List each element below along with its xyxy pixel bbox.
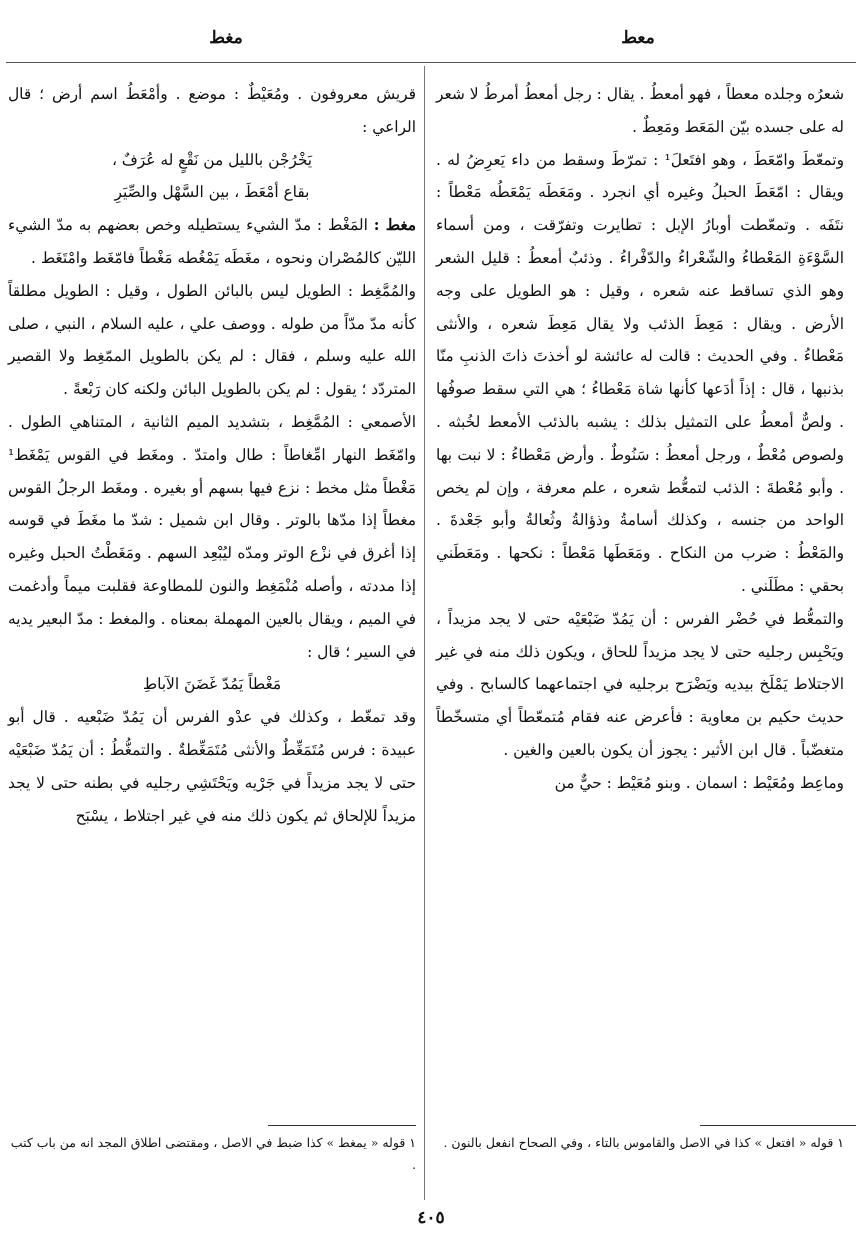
page-number: ٤٠٥ <box>417 1208 445 1228</box>
entry-text: المَغْط : مدّ الشيء يستطيله وخص بعضهم به مدّ الشيء الليّن كالمُصْران ونحوه ، مغَطَه يَمْغُطه مَغْطاً فامّغَط وامْتَغَط . <box>8 216 416 267</box>
running-head-left: مغط <box>209 28 243 48</box>
left-paragraph-3: الأصمعي : المُمَّغِط ، بتشديد الميم الثانية ، المتناهي الطول . وامّغَط النهار امِّغاطاً : طال وامتدّ . ومغَط في القوس يَمْغَط¹ مَغْطاً مثل مخط : نزع فيها بسهم أو بغيره . ومغَط الرجلُ القوس مغطاً إذا مدّها بالوتر . وقال ابن شميل : شدّ ما مغَطَ في قوسه إذا أغرق في نزْع الوتر ومدّه ليُبْعِد السهم . ومَغَطْتُ الحبل وغيره إذا مددته ، وأصله مُنْمَغِط والنون للمطاوعة فقلبت ميماً وأدغمت في الميم ، ويقال بالعين المهملة بمعناه . والمغط : مدّ البعير يديه في السير ؛ قال : <box>8 412 416 661</box>
left-column <box>8 78 416 832</box>
right-paragraph-1: شعرُه وجلده معطاً ، فهو أمعطُ . يقال : رجل أمعطُ أمرطُ لا شعر له على جسده بيّن المَعَط ومَعِطٌ . <box>436 85 844 136</box>
right-column <box>436 78 844 800</box>
header-rule <box>6 62 856 63</box>
footnote-rule-left <box>268 1125 416 1126</box>
entry-mghat <box>8 209 416 275</box>
verse-line-1b: بقاع أمْعَطَ ، بين السَّهْل والصِّيَرِ <box>114 183 310 202</box>
footnote-left: ١ قوله « يمغط » كذا ضبط في الاصل ، ومقتضى اطلاق المجد انه من باب كتب . <box>10 1135 416 1172</box>
left-paragraph-4: وقد تمغّط ، وكذلك في عدْو الفرس أن يَمُدّ ضَبْعيه . قال أبو عبيدة : فرس مُتَمَغِّطٌ والأنثى مُتَمَغِّطةٌ . والتمغُّطُ : أن يَمُدّ ضَبْعَيْه حتى لا يجد مزيداً في جَرْيه ويَحْتَشِي رجليه في بطنه حتى لا يجد مزيداً للإلحاق ثم يكون ذلك منه في غير اجتلاط ، يسْبَح <box>8 708 416 825</box>
footnote-right: ١ قوله « افتعل » كذا في الاصل والقاموس بالتاء ، وفي الصحاح انفعل بالنون . <box>443 1135 844 1150</box>
headword: مغط : <box>373 216 416 235</box>
running-head-right: معط <box>621 28 655 48</box>
right-paragraph-3: والتمعُّط في حُضْر الفرس : أن يَمُدّ ضَبْعَيْه حتى لا يجد مزيداً ، ويَحْبِس رجليه حتى لا يجد مزيداً للحاق ، ويكون ذلك منه في غير الاجتلاط يَمْلَخ بيديه ويَضْرَح برجليه في اجتماعهما كالسابح . وفي حديث حكيم بن معاوية : فأعرض عنه فقام مُتمعّطاً أي متسخّطاً متغضّباً . قال ابن الأثير : يجوز أن يكون بالعين والغين . <box>436 609 844 759</box>
left-intro: قريش معروفون . ومُعَيْطٌ : موضع . وأمْعَطُ اسم أرض ؛ قال الراعي : <box>8 85 416 136</box>
footnote-rule-right <box>700 1125 856 1126</box>
column-divider <box>424 66 425 1200</box>
left-paragraph-2: والمُمَّغِط : الطويل ليس بالبائن الطول ، وقيل : الطويل مطلقاً كأنه مدّ مدّاً من طوله . ووصف علي ، عليه السلام ، النبي ، صلى الله عليه وسلم ، فقال : لم يكن بالطويل الممّغِط ولا القصير المتردّد ؛ يقول : لم يكن بالطويل البائن ولكنه كان رَبْعةً . <box>8 281 416 399</box>
verse-line-2: مَغْطاً يَمُدّ غَضَنَ الآباطِ <box>142 675 282 694</box>
right-paragraph-4: وماعِط ومُعَيْط : اسمان . وبنو مُعَيْط : حيٌّ من <box>554 773 844 792</box>
verse-line-1a: يَخْرُجْن بالليل من نَقْعٍ له عُرَفٌ ، <box>111 150 313 169</box>
right-paragraph-2: وتمعّطَ وامّعَطَ ، وهو افتَعلَ¹ : تمرّطَ وسقط من داء يَعرِضُ له . ويقال : امّعَطَ الحبلُ وغيره أي انجرد . ومَعَطَه يَمْعَطُه مَعْطاً : نتَفَه . وتمعّطت أوبارُ الإبل : تطايرت وتفرّقت ، ومن أسماء السَّوْءَةِ المَعْطاءُ والشّعْراءُ والدّفْراءُ . وذئبٌ أمعطُ : قليل الشعر وهو الذي تساقط عنه شعره ، وقيل : هو الطويل على وجه الأرض . ويقال : مَعِطَ الذئب ولا يقال مَعِطَ شعره ، والأنثى مَعْطاءُ . وفي الحديث : قالت له عائشة لو أخذتَ ذاتَ الذنبِ منّا بذنبها ، قال : إذاً أدَعها كأنها شاة مَعْطاءُ ؛ هي التي سقط صوفُها . ولصٌّ أمعطُ على التمثيل بذلك : يشبه بالذئب الأمعط لخُبثه . ولصوص مُعْطٌ ، ورجل أمعطُ : سَنُوطٌ . وأرض مَعْطاءُ : لا نبت بها . وأبو مُعْطةَ : الذئب لتمعُّط شعره ، علم معرفة ، وإن لم يخص الواحد من جنسه ، وكذلك أسامةُ وذؤالةُ وثُعالةُ وأبو جَعْدةَ . والمَعْطُ : ضرب من النكاح . ومَعَطَها مَعْطاً : نكحها . ومَعَطَني بحقي : مطَلَني . <box>436 150 845 595</box>
